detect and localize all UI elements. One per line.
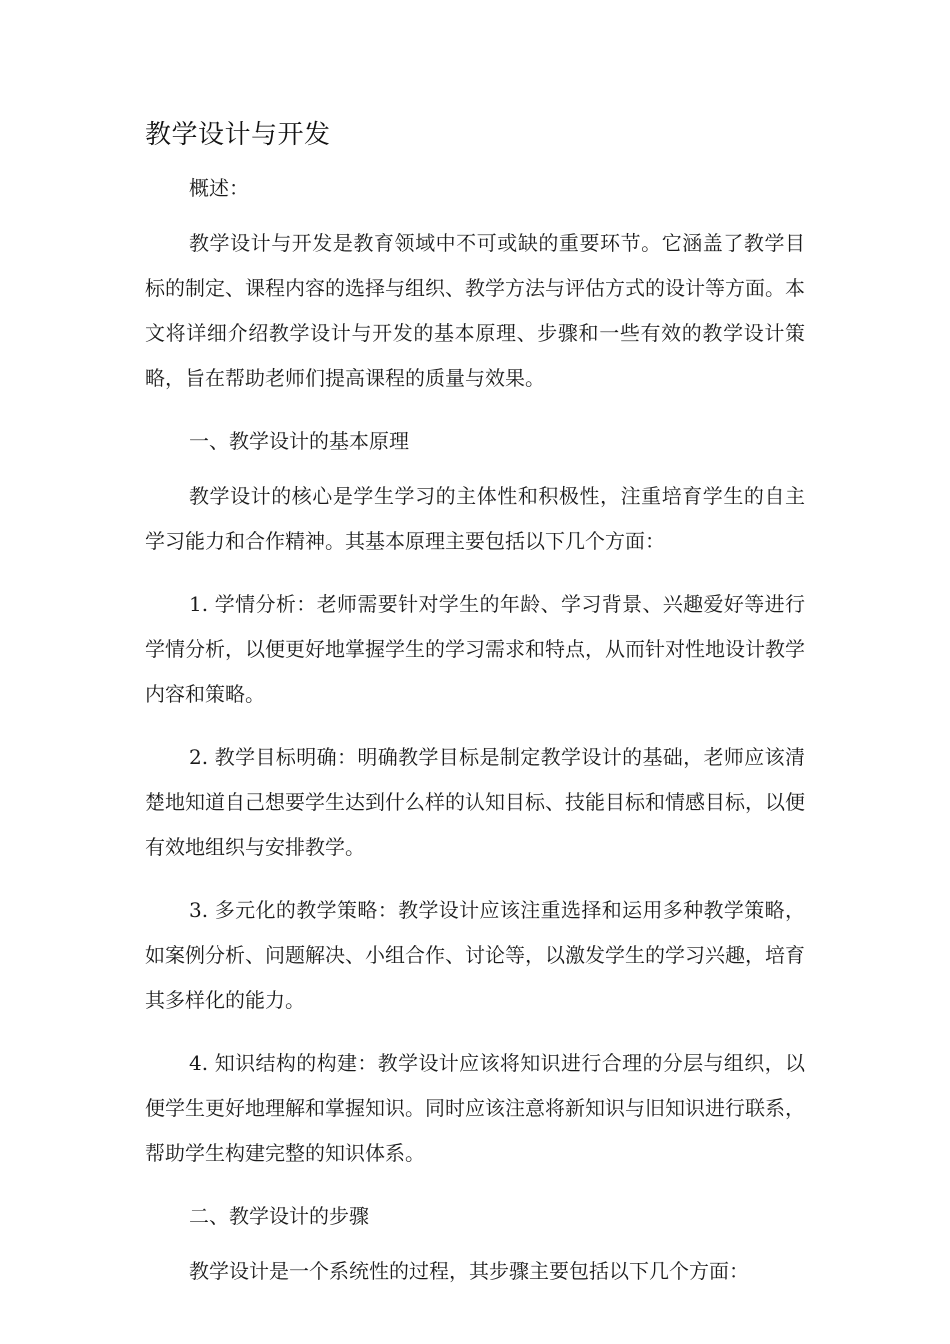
- overview-label: 概述：: [189, 176, 249, 200]
- section-heading-principles: 一、教学设计的基本原理: [189, 429, 409, 453]
- section-heading-steps: 二、教学设计的步骤: [189, 1204, 369, 1228]
- principle-item-4: 4. 知识结构的构建：教学设计应该将知识进行合理的分层与组织，以便学生更好地理解和掌握知识。同时应该注意将新知识与旧知识进行联系，帮助学生构建完整的知识体系。: [145, 1051, 805, 1165]
- principles-intro-paragraph: 教学设计的核心是学生学习的主体性和积极性，注重培育学生的自主学习能力和合作精神。其基本原理主要包括以下几个方面：: [145, 484, 805, 553]
- steps-intro-paragraph: 教学设计是一个系统性的过程，其步骤主要包括以下几个方面：: [189, 1259, 749, 1283]
- document-body: [145, 110, 805, 1312]
- principle-item-2: 2. 教学目标明确：明确教学目标是制定教学设计的基础，老师应该清楚地知道自己想要学生达到什么样的认知目标、技能目标和情感目标，以便有效地组织与安排教学。: [145, 745, 805, 859]
- document-title: 教学设计与开发: [145, 120, 331, 150]
- principle-item-3: 3. 多元化的教学策略：教学设计应该注重选择和运用多种教学策略，如案例分析、问题解决、小组合作、讨论等，以激发学生的学习兴趣，培育其多样化的能力。: [145, 898, 805, 1012]
- principle-item-1: 1. 学情分析：老师需要针对学生的年龄、学习背景、兴趣爱好等进行学情分析，以便更好地掌握学生的学习需求和特点，从而针对性地设计教学内容和策略。: [145, 592, 805, 706]
- overview-paragraph: 教学设计与开发是教育领域中不可或缺的重要环节。它涵盖了教学目标的制定、课程内容的选择与组织、教学方法与评估方式的设计等方面。本文将详细介绍教学设计与开发的基本原理、步骤和一些有效的教学设计策略，旨在帮助老师们提高课程的质量与效果。: [145, 231, 805, 390]
